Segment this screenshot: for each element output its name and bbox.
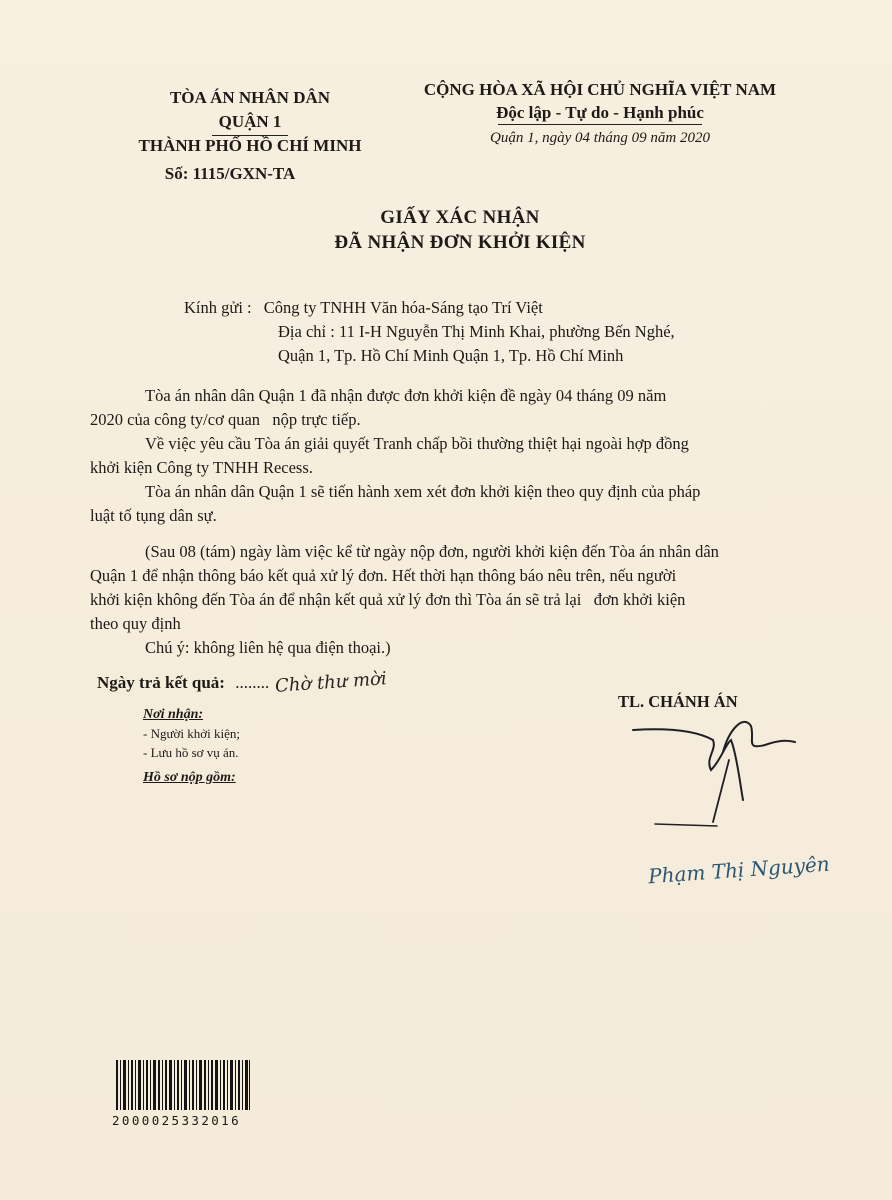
paragraph-4-line-2: Quận 1 để nhận thông báo kết quả xử lý đơn. Hết thời hạn thông báo nêu trên, nếu người xyxy=(90,566,677,585)
paragraph-4-line-1: (Sau 08 (tám) ngày làm việc kể từ ngày nộp đơn, người khởi kiện đến Tòa án nhân dân xyxy=(145,542,719,561)
signatory-role: TL. CHÁNH ÁN xyxy=(618,692,738,711)
court-city: THÀNH PHỐ HỒ CHÍ MINH xyxy=(138,136,362,155)
notice-text xyxy=(90,540,860,660)
result-date-dots: ........ xyxy=(235,673,270,692)
result-date-handwritten: Chờ thư mời xyxy=(274,668,388,697)
barcode-number: 2000025332016 xyxy=(112,1113,242,1128)
paragraph-2-line-2: khởi kiện Công ty TNHH Recess. xyxy=(90,458,313,477)
court-name: TÒA ÁN NHÂN DÂN xyxy=(169,88,331,107)
document-number: Số: 1115/GXN-TA xyxy=(164,164,296,183)
recipient-block xyxy=(184,296,824,368)
court-header xyxy=(110,86,390,186)
barcode xyxy=(114,1060,252,1110)
document-title xyxy=(200,205,720,255)
document-date: Quận 1, ngày 04 tháng 09 năm 2020 xyxy=(490,130,710,146)
header-underline xyxy=(212,135,288,136)
motto-underline xyxy=(498,124,702,125)
recipient-label: Kính gửi : xyxy=(184,298,252,317)
handwritten-signature xyxy=(625,700,805,830)
result-date-row xyxy=(97,668,497,697)
signatory-name: Phạm Thị Nguyên xyxy=(647,851,831,889)
title-line-2: ĐÃ NHẬN ĐƠN KHỞI KIỆN xyxy=(334,232,586,253)
recipient-name: Công ty TNHH Văn hóa-Sáng tạo Trí Việt xyxy=(263,298,543,317)
paragraph-2-line-1: Về việc yêu cầu Tòa án giải quyết Tranh chấp bồi thường thiệt hại ngoài hợp đồng xyxy=(145,434,689,453)
distribution-list xyxy=(143,705,393,762)
court-district: QUẬN 1 xyxy=(218,112,282,131)
republic-title: CỘNG HÒA XÃ HỘI CHỦ NGHĨA VIỆT NAM xyxy=(423,80,777,99)
result-date-label: Ngày trả kết quả: xyxy=(97,673,225,692)
distribution-item-2: - Lưu hồ sơ vụ án. xyxy=(143,745,239,760)
paragraph-5: Chú ý: không liên hệ qua điện thoại.) xyxy=(145,638,391,657)
distribution-heading: Nơi nhận: xyxy=(143,707,204,722)
national-motto: Độc lập - Tự do - Hạnh phúc xyxy=(496,103,704,122)
paragraph-4-line-4: theo quy định xyxy=(90,614,181,633)
paragraph-3-line-1: Tòa án nhân dân Quận 1 sẽ tiến hành xem xét đơn khởi kiện theo quy định của pháp xyxy=(145,482,701,501)
documents-heading: Hồ sơ nộp gồm: xyxy=(143,770,236,785)
recipient-address-2: Quận 1, Tp. Hồ Chí Minh Quận 1, Tp. Hồ Chí Minh xyxy=(278,346,624,365)
distribution-item-1: - Người khởi kiện; xyxy=(143,726,240,741)
paragraph-4-line-3: khởi kiện không đến Tòa án để nhận kết quả xử lý đơn thì Tòa án sẽ trả lại đơn khởi kiện xyxy=(90,590,686,609)
title-line-1: GIẤY XÁC NHẬN xyxy=(380,207,540,228)
paragraph-1-line-1: Tòa án nhân dân Quận 1 đã nhận được đơn khởi kiện đề ngày 04 tháng 09 năm xyxy=(145,386,667,405)
national-header xyxy=(395,78,805,150)
paragraph-3-line-2: luật tố tụng dân sự. xyxy=(90,506,217,525)
body-text xyxy=(90,384,850,528)
recipient-address-1: Địa chỉ : 11 I-H Nguyễn Thị Minh Khai, phường Bến Nghé, xyxy=(278,322,675,341)
paragraph-1-line-2: 2020 của công ty/cơ quan nộp trực tiếp. xyxy=(90,410,361,429)
